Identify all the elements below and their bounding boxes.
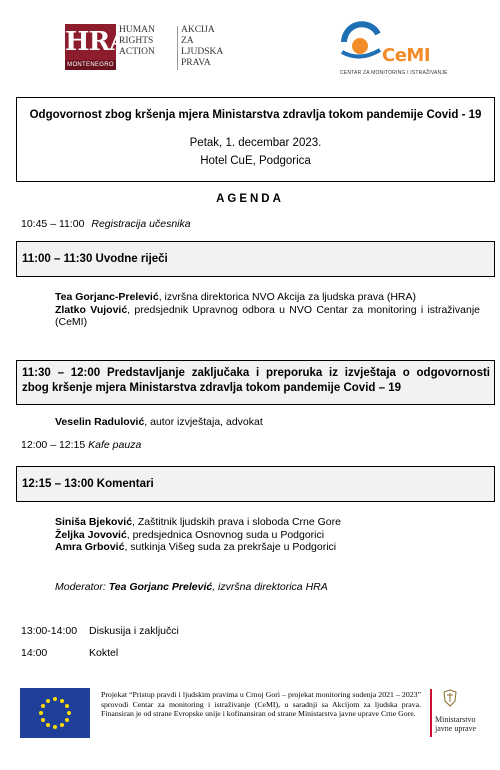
hra-logo-mark: HRA — [65, 24, 116, 60]
session2-header: 11:30 – 12:00 Predstavljanje zaključaka i preporuka iz izvještaja o odgovornosti zbog kršenje mjera Ministarstva zdravlja tokom pandemije Covid – 19 — [16, 360, 495, 405]
ministry-name: Ministarstvo javne uprave — [435, 715, 477, 733]
moderator-line: Moderator: Tea Gorjanc Prelević, izvršna direktorica HRA — [55, 581, 328, 593]
registration-time: 10:45 – 11:00 — [21, 218, 85, 230]
session3-header: 12:15 – 13:00 Komentari — [16, 466, 495, 502]
hra-logo — [65, 24, 224, 72]
ministry-logo — [430, 687, 490, 742]
session1-speakers — [55, 291, 480, 329]
coffee-label: Kafe pauza — [88, 439, 142, 451]
speaker: Tea Gorjanc-Prelević, izvršna direktorica NVO Akcija za ljudska prava (HRA) — [55, 291, 417, 303]
funding-statement: Projekat “Pristup pravdi i ljudskim pravima u Crnoj Gori – projekat monitoring sudenja 2021 – 2023” sprovodi Centar za monitoring i istraživanje (CeMI), u saradnji sa Akcijom za ljudska prava. Finansiran je od strane Evropske unije i kofinansiran od strane Ministarstva javne uprave Crne Gore. — [101, 690, 421, 718]
agenda-heading: AGENDA — [216, 193, 284, 205]
hra-logo-col1: HUMAN RIGHTS ACTION — [119, 25, 155, 57]
event-venue: Hotel CuE, Podgorica — [200, 155, 311, 167]
coffee-time: 12:00 – 12:15 — [21, 439, 86, 451]
speaker: Amra Grbović, sutkinja Višeg suda za prekršaje u Podgorici — [55, 541, 337, 553]
registration-label: Registracija učesnika — [91, 218, 191, 230]
event-title-box — [16, 97, 495, 182]
session3-speakers — [55, 516, 480, 554]
cemi-logo — [338, 20, 448, 80]
hra-logo-col2: AKCIJA ZA LJUDSKA PRAVA — [181, 25, 224, 68]
ministry-crest-icon — [442, 689, 458, 707]
session2-speaker: Veselin Radulović, autor izvještaja, advokat — [55, 416, 263, 428]
hra-logo-separator — [177, 26, 178, 70]
event-title: Odgovornost zbog kršenja mjera Ministarstva zdravlja tokom pandemije Covid - 19 — [29, 109, 482, 121]
eu-flag-icon — [20, 688, 90, 738]
cemi-emblem-icon — [338, 20, 386, 66]
hra-logo-sub: MONTENEGRO — [65, 60, 116, 70]
session1-header: 11:00 – 11:30 Uvodne riječi — [16, 241, 495, 277]
speaker: Zlatko Vujović, predsjednik Upravnog odbora u NVO Centar za monitoring i istraživanje (CeMI) — [55, 303, 480, 328]
registration-line — [21, 218, 191, 230]
cemi-logo-name: CeMI — [382, 45, 431, 66]
event-date: Petak, 1. decembar 2023. — [189, 137, 322, 149]
speaker: Siniša Bjeković, Zaštitnik ljudskih prava i sloboda Crne Gore — [55, 516, 341, 528]
speaker: Željka Jovović, predsjednica Osnovnog suda u Podgorici — [55, 528, 325, 541]
coffee-break-line — [21, 439, 141, 451]
closing-item: 14:00 Koktel — [21, 647, 119, 659]
cemi-logo-sub: CENTAR ZA MONITORING I ISTRAŽIVANJE — [340, 70, 448, 76]
closing-item: 13:00-14:00 Diskusija i zaključci — [21, 625, 179, 637]
